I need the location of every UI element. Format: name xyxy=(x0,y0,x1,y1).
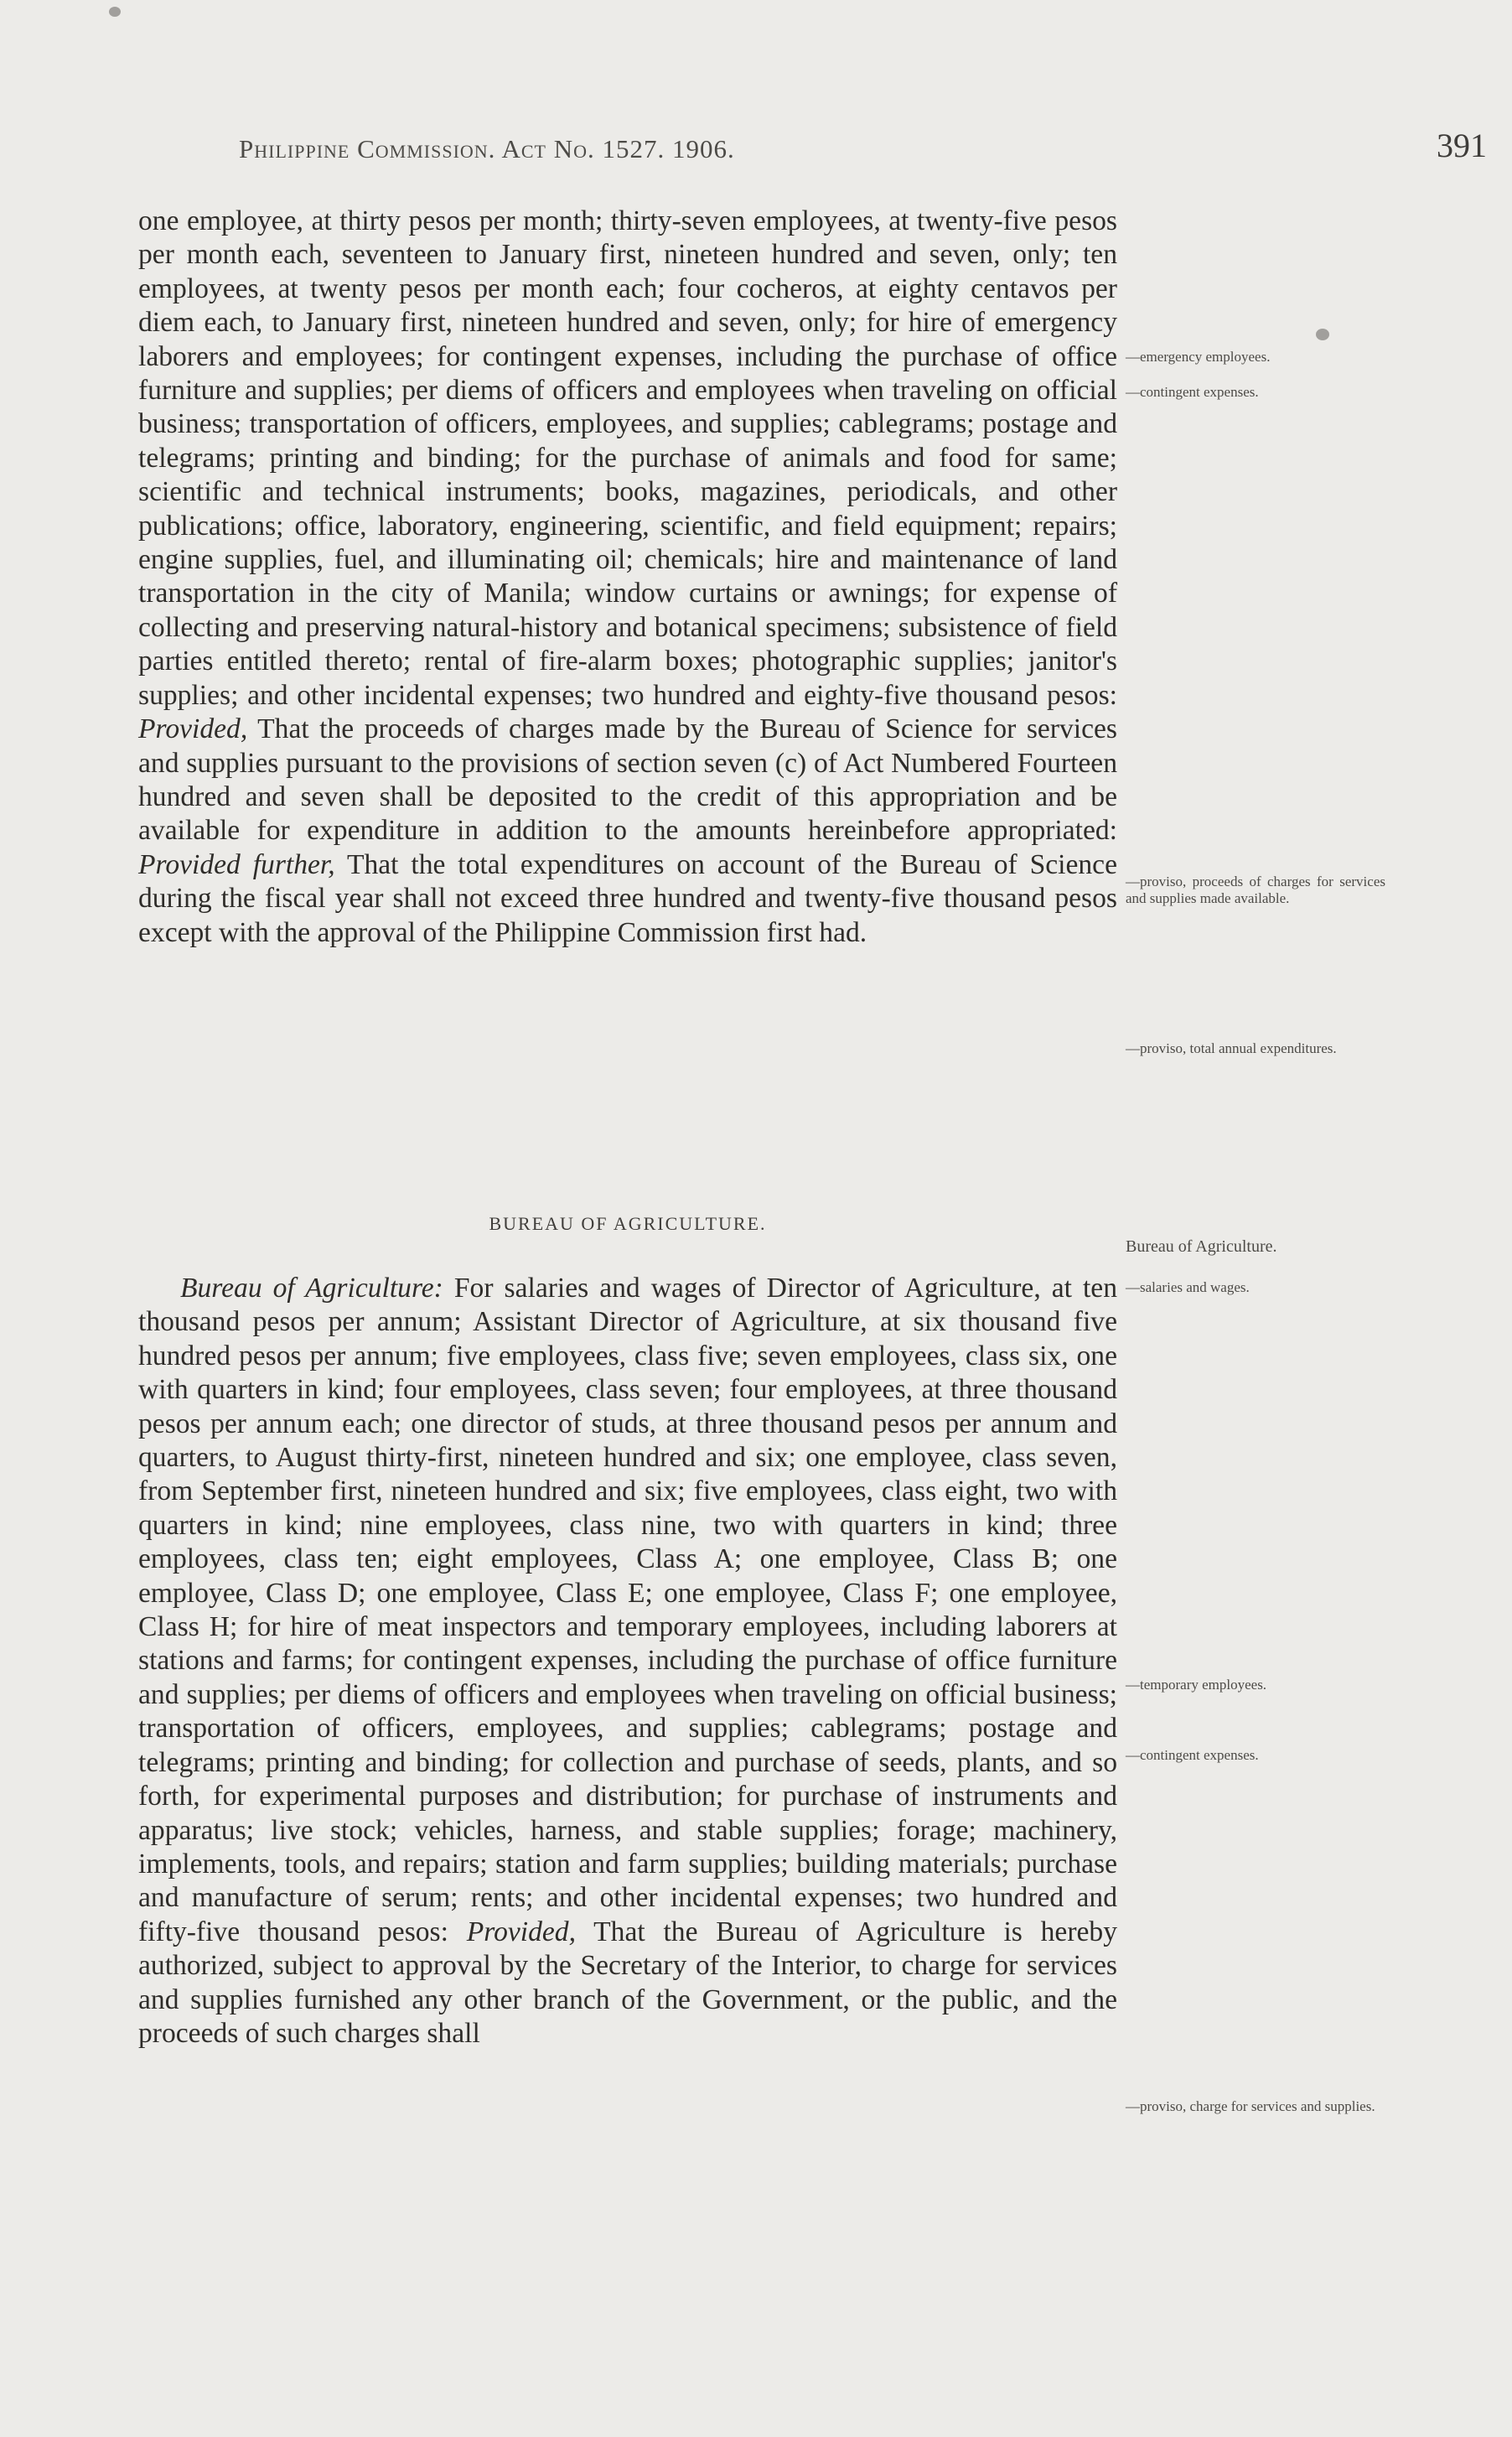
section-heading: BUREAU OF AGRICULTURE. xyxy=(489,1213,767,1234)
proviso-keyword: Provided, xyxy=(138,713,248,745)
paragraph-text: That the total expenditures on account of the Bureau of Science during the fiscal year shall not exceed three hundred and twenty-five thousand pesos except with the approval of the Philippine Commission first had. xyxy=(138,848,1117,948)
page-number: 391 xyxy=(1437,127,1487,164)
ink-smudge xyxy=(1316,329,1329,340)
ink-smudge xyxy=(109,7,121,17)
paragraph-text: one employee, at thirty pesos per month; thirty-seven employees, at twenty-five pesos per month each, seventeen to January first, nineteen hundred and seven, only; ten employees, at twenty pesos per month each; four cocheros, at eighty centavos per diem each, to January first, nineteen hundred and seven, only; for hire of emergency laborers and employees; for contingent expenses, including the purchase of office furniture and supplies; per diems of officers and employees when traveling on official business; transportation of officers, employees, and supplies; cablegrams; postage and telegrams; printing and binding; for the purchase of animals and food for same; scientific and technical instruments; books, magazines, periodicals, and other publications; office, laboratory, engineering, scientific, and field equipment; repairs; engine supplies, fuel, and illuminating oil; chemicals; hire and maintenance of land transportation in the city of Manila; window curtains or awnings; for expense of collecting and preserving natural-history and botanical specimens; subsistence of field parties entitled thereto; rental of fire-alarm boxes; photographic supplies; janitor's supplies; and other incidental expenses; two hundred and eighty-five thousand pesos: xyxy=(138,205,1117,711)
paragraph-text: That the Bureau of Agriculture is hereby authorized, subject to approval by the Secretary of the Interior, to charge for services and supplies furnished any other branch of the Government, or the public, and the proceeds of such charges shall xyxy=(138,1916,1117,2049)
margin-note-proviso-charge: —proviso, charge for services and supplies. xyxy=(1126,2098,1375,2114)
margin-note-bureau-heading: Bureau of Agriculture. xyxy=(1126,1237,1277,1256)
paragraph-bureau-of-agriculture xyxy=(138,1272,1117,2051)
paragraph-bureau-of-science xyxy=(138,205,1117,950)
proviso-keyword: Provided further, xyxy=(138,848,335,880)
margin-note-contingent-expenses: —contingent expenses. xyxy=(1126,1747,1259,1763)
paragraph-lead: Bureau of Agriculture: xyxy=(180,1273,443,1304)
margin-note-contingent-expenses: —contingent expenses. xyxy=(1126,384,1259,400)
margin-note-proviso-total: —proviso, total annual expenditures. xyxy=(1126,1040,1337,1056)
margin-note-emergency-employees: —emergency employees. xyxy=(1126,349,1271,365)
margin-note-salaries-wages: —salaries and wages. xyxy=(1126,1279,1250,1295)
proviso-keyword: Provided, xyxy=(466,1916,576,1947)
running-head: Philippine Commission. Act No. 1527. 1906. xyxy=(239,134,735,163)
paragraph-text: For salaries and wages of Director of Agriculture, at ten thousand pesos per annum; Assistant Director of Agriculture, at six thousand five hundred pesos per annum; five employees, class five; seven employees, class six, one with quarters in kind; four employees, class seven; four employees, at three thousand pesos per annum each; one director of studs, at three thousand pesos per annum and quarters, to August thirty-first, nineteen hundred and six; one employee, class seven, from September first, nineteen hundred and six; five employees, class eight, two with quarters in kind; nine employees, class nine, two with quarters in kind; three employees, class ten; eight employees, Class A; one employee, Class B; one employee, Class D; one employee, Class E; one employee, Class F; one employee, Class H; for hire of meat inspectors and temporary employees, including laborers at stations and farms; for contingent expenses, including the purchase of office furniture and supplies; per diems of officers and employees when traveling on official business; transportation of officers, employees, and supplies; cablegrams; postage and telegrams; printing and binding; for collection and purchase of seeds, plants, and so forth, for experimental purposes and distribution; for purchase of instruments and apparatus; live stock; vehicles, harness, and stable supplies; forage; machinery, implements, tools, and repairs; station and farm supplies; building materials; purchase and manufacture of serum; rents; and other incidental expenses; two hundred and fifty-five thousand pesos: xyxy=(138,1273,1117,1947)
margin-note-temporary-employees: —temporary employees. xyxy=(1126,1677,1267,1693)
paragraph-text: That the proceeds of charges made by the Bureau of Science for services and supplies pursuant to the provisions of section seven (c) of Act Numbered Fourteen hundred and seven shall be deposited to the credit of this appropriation and be available for expenditure in addition to the amounts hereinbefore appropriated: xyxy=(138,713,1117,847)
margin-note-proviso-proceeds: —proviso, proceeds of charges for services and supplies made available. xyxy=(1126,874,1385,906)
